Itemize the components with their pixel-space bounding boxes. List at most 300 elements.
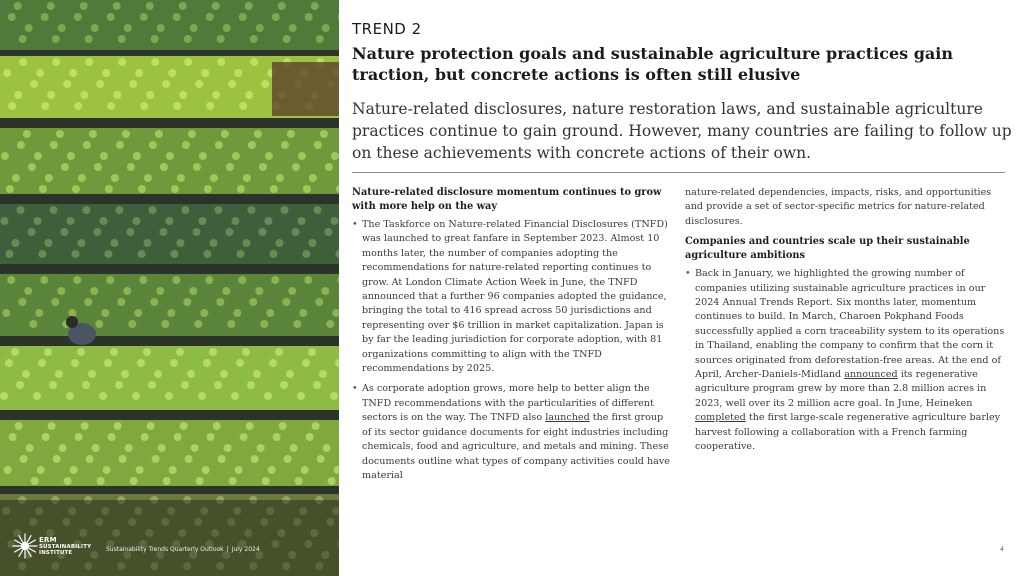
lettuce-plant bbox=[295, 433, 303, 441]
lettuce-plant bbox=[281, 141, 289, 149]
lettuce-plant bbox=[215, 141, 223, 149]
lettuce-plant bbox=[239, 13, 247, 21]
lettuce-plant bbox=[61, 141, 69, 149]
lettuce-plant bbox=[78, 174, 86, 182]
lettuce-plant bbox=[287, 174, 295, 182]
lettuce-plant bbox=[292, 141, 300, 149]
lettuce-plant bbox=[115, 228, 123, 236]
lettuce-plant bbox=[279, 444, 287, 452]
lettuce-plant bbox=[72, 163, 80, 171]
lettuce-plant bbox=[234, 24, 242, 32]
lettuce-plant bbox=[314, 185, 322, 193]
launched-link[interactable]: launched bbox=[545, 412, 590, 424]
trend-label: TREND 2 bbox=[352, 20, 422, 38]
lettuce-plant bbox=[188, 152, 196, 160]
lettuce-plant bbox=[176, 348, 184, 356]
lettuce-plant bbox=[14, 69, 22, 77]
lettuce-plant bbox=[275, 217, 283, 225]
lettuce-plant bbox=[90, 309, 98, 317]
lettuce-plant bbox=[158, 466, 166, 474]
lettuce-plant bbox=[236, 359, 244, 367]
lettuce-plant bbox=[58, 69, 66, 77]
lettuce-plant bbox=[121, 348, 129, 356]
lettuce-plant bbox=[67, 130, 75, 138]
lettuce-plant bbox=[325, 163, 333, 171]
lettuce-plant bbox=[201, 24, 209, 32]
lettuce-plant bbox=[276, 130, 284, 138]
lettuce-plant bbox=[220, 217, 228, 225]
lettuce-plant bbox=[68, 309, 76, 317]
lettuce-plant bbox=[14, 2, 22, 10]
lettuce-plant bbox=[149, 141, 157, 149]
lettuce-plant bbox=[323, 422, 331, 430]
lettuce-plant bbox=[78, 152, 86, 160]
lettuce-plant bbox=[291, 359, 299, 367]
lettuce-plant bbox=[162, 13, 170, 21]
lettuce-plant bbox=[299, 309, 307, 317]
lettuce-plant bbox=[33, 370, 41, 378]
lettuce-plant bbox=[220, 348, 228, 356]
lettuce-plant bbox=[63, 102, 71, 110]
lettuce-plant bbox=[58, 24, 66, 32]
lettuce-plant bbox=[275, 239, 283, 247]
lettuce-plant bbox=[8, 58, 16, 66]
lettuce-plant bbox=[31, 433, 39, 441]
lettuce-plant bbox=[93, 250, 101, 258]
lettuce-plant bbox=[320, 174, 328, 182]
lettuce-plant bbox=[121, 370, 129, 378]
lettuce-plant bbox=[160, 163, 168, 171]
lettuce-plant bbox=[223, 69, 231, 77]
lettuce-plant bbox=[30, 35, 38, 43]
lettuce-plant bbox=[288, 287, 296, 295]
lettuce-plant bbox=[168, 69, 176, 77]
lettuce-plant bbox=[192, 359, 200, 367]
lettuce-plant bbox=[0, 217, 8, 225]
lettuce-plant bbox=[6, 141, 14, 149]
lettuce-plant bbox=[304, 298, 312, 306]
lettuce-plant bbox=[132, 348, 140, 356]
lettuce-plant bbox=[214, 250, 222, 258]
lettuce-plant bbox=[49, 228, 57, 236]
lettuce-plant bbox=[137, 228, 145, 236]
lettuce-plant bbox=[93, 359, 101, 367]
lettuce-plant bbox=[115, 206, 123, 214]
lettuce-plant bbox=[202, 422, 210, 430]
lettuce-plant bbox=[150, 276, 158, 284]
lettuce-plant bbox=[308, 239, 316, 247]
lettuce-plant bbox=[231, 392, 239, 400]
lettuce-plant bbox=[91, 2, 99, 10]
lettuce-plant bbox=[139, 320, 147, 328]
lettuce-plant bbox=[297, 348, 305, 356]
lettuce-plant bbox=[280, 381, 288, 389]
publication-title: Sustainability Trends Quarterly Outlook bbox=[106, 546, 224, 553]
lettuce-plant bbox=[115, 359, 123, 367]
lettuce-plant bbox=[183, 276, 191, 284]
lettuce-plant bbox=[319, 392, 327, 400]
lettuce-plant bbox=[301, 444, 309, 452]
lettuce-plant bbox=[236, 206, 244, 214]
lettuce-plant bbox=[105, 141, 113, 149]
lettuce-plant bbox=[35, 287, 43, 295]
lettuce-plant bbox=[132, 370, 140, 378]
lettuce-plant bbox=[99, 370, 107, 378]
lettuce-plant bbox=[294, 13, 302, 21]
lettuce-plant bbox=[308, 348, 316, 356]
lettuce-plant bbox=[36, 69, 44, 77]
lettuce-plant bbox=[268, 422, 276, 430]
lettuce-plant bbox=[297, 217, 305, 225]
lettuce-plant bbox=[240, 455, 248, 463]
lettuce-plant bbox=[45, 152, 53, 160]
lettuce-plant bbox=[140, 13, 148, 21]
lettuce-plant bbox=[220, 239, 228, 247]
lettuce-plant bbox=[28, 185, 36, 193]
lettuce-plant bbox=[145, 309, 153, 317]
lettuce-plant bbox=[217, 35, 225, 43]
lettuce-plant bbox=[192, 206, 200, 214]
lettuce-plant bbox=[95, 320, 103, 328]
lettuce-plant bbox=[138, 185, 146, 193]
lettuce-plant bbox=[224, 422, 232, 430]
lettuce-plant bbox=[53, 477, 61, 485]
lettuce-plant bbox=[14, 91, 22, 99]
lettuce-plant bbox=[49, 381, 57, 389]
lettuce-plant bbox=[30, 102, 38, 110]
lettuce-plant bbox=[183, 298, 191, 306]
lettuce-plant bbox=[254, 152, 262, 160]
lettuce-plant bbox=[11, 239, 19, 247]
lettuce-plant bbox=[84, 298, 92, 306]
lettuce-plant bbox=[148, 359, 156, 367]
lettuce-plant bbox=[136, 422, 144, 430]
lettuce-plant bbox=[56, 152, 64, 160]
lettuce-plant bbox=[194, 298, 202, 306]
lettuce-plant bbox=[99, 348, 107, 356]
lettuce-plant bbox=[129, 102, 137, 110]
lettuce-plant bbox=[182, 163, 190, 171]
logo-wordmark bbox=[39, 536, 91, 556]
lettuce-plant bbox=[138, 141, 146, 149]
lettuce-plant bbox=[0, 348, 8, 356]
lettuce-plant bbox=[121, 217, 129, 225]
lettuce-plant bbox=[62, 298, 70, 306]
bullet-text: its regenerative agriculture program grew by more than 2.8 million acres in 2023, well over its 2 million acre goal. In June, Heineken bbox=[695, 369, 987, 409]
lettuce-plant bbox=[221, 174, 229, 182]
lettuce-plant bbox=[1, 174, 9, 182]
lettuce-plant bbox=[265, 174, 273, 182]
lettuce-plant bbox=[64, 455, 72, 463]
lettuce-plant bbox=[3, 91, 11, 99]
lettuce-plant bbox=[135, 91, 143, 99]
lettuce-plant bbox=[277, 287, 285, 295]
lettuce-plant bbox=[330, 370, 338, 378]
lettuce-plant bbox=[250, 13, 258, 21]
lettuce-plant bbox=[69, 24, 77, 32]
lettuce-plant bbox=[52, 13, 60, 21]
lettuce-plant bbox=[129, 80, 137, 88]
lettuce-plant bbox=[179, 69, 187, 77]
lettuce-plant bbox=[88, 392, 96, 400]
lettuce-plant bbox=[242, 392, 250, 400]
lettuce-plant bbox=[206, 58, 214, 66]
lettuce-plant bbox=[70, 444, 78, 452]
lettuce-plant bbox=[66, 392, 74, 400]
lettuce-plant bbox=[30, 80, 38, 88]
lettuce-plant bbox=[184, 80, 192, 88]
lettuce-plant bbox=[201, 2, 209, 10]
lettuce-plant bbox=[22, 217, 30, 225]
lettuce-plant bbox=[55, 348, 63, 356]
lettuce-plant bbox=[123, 287, 131, 295]
lettuce-plant bbox=[12, 130, 20, 138]
lettuce-plant bbox=[5, 228, 13, 236]
lettuce-plant bbox=[27, 228, 35, 236]
lettuce-plant bbox=[19, 35, 27, 43]
lettuce-plant bbox=[306, 455, 314, 463]
lettuce-plant bbox=[91, 69, 99, 77]
lettuce-plant bbox=[8, 35, 16, 43]
lettuce-plant bbox=[324, 359, 332, 367]
lettuce-plant bbox=[85, 80, 93, 88]
lettuce-plant bbox=[97, 477, 105, 485]
lettuce-plant bbox=[298, 152, 306, 160]
lettuce-plant bbox=[4, 444, 12, 452]
lettuce-plant bbox=[83, 141, 91, 149]
lettuce-plant bbox=[191, 422, 199, 430]
lettuce-plant bbox=[308, 217, 316, 225]
lettuce-plant bbox=[243, 174, 251, 182]
lettuce-plant bbox=[281, 185, 289, 193]
lettuce-plant bbox=[193, 163, 201, 171]
lettuce-plant bbox=[253, 239, 261, 247]
lettuce-plant bbox=[151, 80, 159, 88]
lettuce-plant bbox=[231, 370, 239, 378]
lettuce-plant bbox=[209, 370, 217, 378]
lettuce-plant bbox=[83, 185, 91, 193]
lettuce-plant bbox=[116, 163, 124, 171]
lettuce-plant bbox=[195, 13, 203, 21]
lettuce-plant bbox=[129, 13, 137, 21]
lettuce-plant bbox=[271, 298, 279, 306]
lettuce-plant bbox=[133, 152, 141, 160]
lettuce-plant bbox=[128, 298, 136, 306]
lettuce-plant bbox=[190, 91, 198, 99]
lettuce-plant bbox=[201, 91, 209, 99]
lettuce-plant bbox=[242, 217, 250, 225]
lettuce-plant bbox=[39, 163, 47, 171]
lettuce-plant bbox=[39, 185, 47, 193]
lettuce-plant bbox=[172, 276, 180, 284]
lettuce-plant bbox=[158, 422, 166, 430]
lettuce-plant bbox=[315, 298, 323, 306]
lettuce-plant bbox=[139, 276, 147, 284]
lettuce-plant bbox=[40, 320, 48, 328]
red-lettuce-patch bbox=[272, 62, 339, 116]
lettuce-plant bbox=[157, 69, 165, 77]
lettuce-plant bbox=[187, 217, 195, 225]
lettuce-plant bbox=[204, 163, 212, 171]
lettuce-plant bbox=[309, 130, 317, 138]
lettuce-plant bbox=[148, 206, 156, 214]
lettuce-plant bbox=[261, 58, 269, 66]
lettuce-plant bbox=[174, 477, 182, 485]
lettuce-plant bbox=[292, 185, 300, 193]
lettuce-plant bbox=[291, 250, 299, 258]
lettuce-plant bbox=[173, 35, 181, 43]
lettuce-plant bbox=[203, 206, 211, 214]
lettuce-plant bbox=[130, 455, 138, 463]
lettuce-plant bbox=[189, 287, 197, 295]
lettuce-plant bbox=[284, 433, 292, 441]
lettuce-plant bbox=[26, 444, 34, 452]
lettuce-plant bbox=[48, 466, 56, 474]
lettuce-plant bbox=[310, 309, 318, 317]
lettuce-plant bbox=[119, 477, 127, 485]
lettuce-plant bbox=[322, 24, 330, 32]
lettuce-plant bbox=[122, 174, 130, 182]
lettuce-plant bbox=[209, 239, 217, 247]
lettuce-plant bbox=[141, 433, 149, 441]
lettuce-plant bbox=[327, 35, 335, 43]
lettuce-plant bbox=[311, 2, 319, 10]
announced-link[interactable]: announced bbox=[844, 369, 898, 381]
lettuce-plant bbox=[42, 433, 50, 441]
lettuce-plant bbox=[212, 2, 220, 10]
lettuce-plant bbox=[198, 348, 206, 356]
lettuce-plant bbox=[28, 141, 36, 149]
lettuce-plant bbox=[310, 287, 318, 295]
lettuce-plant bbox=[59, 422, 67, 430]
lettuce-plant bbox=[96, 58, 104, 66]
bullet-tnfd-adoption: • The Taskforce on Nature-related Financial Disclosures (TNFD) was launched to great fanfare in September 2023. Almost 10 months later, the number of companies adopting the recommendations for nature-related reporting continues to grow. At London Climate Action Week in June, the TNFD announced that a further 96 companies adopted the guidance, bringing the total to 416 spread across 50 jurisdictions and representing over $6 trillion in market capitalization. Japan is by far the leading jurisdiction for corporate adoption, with 81 organizations committing to align with the TNFD recommendations by 2025. bbox=[352, 218, 672, 376]
lettuce-plant bbox=[146, 24, 154, 32]
lettuce-plant bbox=[82, 250, 90, 258]
lettuce-plant bbox=[107, 80, 115, 88]
lettuce-plant bbox=[209, 217, 217, 225]
lettuce-plant bbox=[61, 185, 69, 193]
lettuce-plant bbox=[202, 466, 210, 474]
lettuce-plant bbox=[0, 392, 8, 400]
lettuce-plant bbox=[126, 206, 134, 214]
lettuce-plant bbox=[75, 433, 83, 441]
lettuce-plant bbox=[228, 35, 236, 43]
lettuce-plant bbox=[162, 102, 170, 110]
lettuce-plant bbox=[250, 80, 258, 88]
lettuce-plant bbox=[312, 444, 320, 452]
lettuce-plant bbox=[74, 13, 82, 21]
completed-link[interactable]: completed bbox=[695, 412, 746, 424]
lettuce-plant bbox=[302, 250, 310, 258]
lettuce-plant bbox=[176, 370, 184, 378]
lettuce-plant bbox=[124, 24, 132, 32]
lettuce-plant bbox=[253, 392, 261, 400]
lettuce-plant bbox=[9, 455, 17, 463]
lettuce-plant bbox=[262, 477, 270, 485]
lettuce-plant bbox=[259, 185, 267, 193]
lettuce-plant bbox=[251, 477, 259, 485]
lettuce-plant bbox=[170, 381, 178, 389]
lettuce-plant bbox=[134, 309, 142, 317]
lettuce-plant bbox=[108, 455, 116, 463]
lettuce-plant bbox=[193, 185, 201, 193]
lettuce-plant bbox=[309, 174, 317, 182]
lettuce-plant bbox=[228, 102, 236, 110]
lettuce-plant bbox=[155, 174, 163, 182]
lettuce-plant bbox=[39, 141, 47, 149]
lettuce-plant bbox=[162, 80, 170, 88]
lettuce-plant bbox=[77, 370, 85, 378]
lettuce-plant bbox=[33, 348, 41, 356]
lettuce-plant bbox=[60, 228, 68, 236]
lettuce-plant bbox=[152, 433, 160, 441]
logo-line-sustainability: SUSTAINABILITY bbox=[39, 544, 92, 550]
lettuce-plant bbox=[18, 276, 26, 284]
lettuce-plant bbox=[155, 130, 163, 138]
lettuce-plant bbox=[40, 276, 48, 284]
lettuce-plant bbox=[236, 228, 244, 236]
lettuce-plant bbox=[159, 206, 167, 214]
lettuce-plant bbox=[240, 477, 248, 485]
lettuce-plant bbox=[193, 141, 201, 149]
lettuce-plant bbox=[41, 58, 49, 66]
lettuce-plant bbox=[258, 381, 266, 389]
lettuce-plant bbox=[326, 298, 334, 306]
lettuce-plant bbox=[42, 455, 50, 463]
lettuce-plant bbox=[311, 24, 319, 32]
lettuce-plant bbox=[89, 174, 97, 182]
lettuce-plant bbox=[55, 239, 63, 247]
lettuce-plant bbox=[213, 422, 221, 430]
lettuce-plant bbox=[78, 130, 86, 138]
lettuce-plant bbox=[159, 250, 167, 258]
lettuce-plant bbox=[254, 130, 262, 138]
lettuce-plant bbox=[286, 392, 294, 400]
lettuce-plant bbox=[223, 2, 231, 10]
lettuce-plant bbox=[200, 309, 208, 317]
lettuce-plant bbox=[216, 298, 224, 306]
lettuce-plant bbox=[275, 392, 283, 400]
lettuce-plant bbox=[91, 24, 99, 32]
lettuce-plant bbox=[30, 58, 38, 66]
lettuce-plant bbox=[113, 2, 121, 10]
lettuce-plant bbox=[308, 392, 316, 400]
section-divider bbox=[352, 172, 1005, 173]
lettuce-plant bbox=[68, 287, 76, 295]
lettuce-plant bbox=[302, 206, 310, 214]
lettuce-plant bbox=[221, 152, 229, 160]
lettuce-plant bbox=[317, 433, 325, 441]
lettuce-plant bbox=[170, 250, 178, 258]
lettuce-plant bbox=[198, 370, 206, 378]
lettuce-plant bbox=[234, 91, 242, 99]
lettuce-plant bbox=[258, 206, 266, 214]
lettuce-plant bbox=[291, 228, 299, 236]
lettuce-plant bbox=[203, 359, 211, 367]
lettuce-plant bbox=[218, 477, 226, 485]
lettuce-plant bbox=[166, 174, 174, 182]
lettuce-plant bbox=[82, 206, 90, 214]
lettuce-plant bbox=[107, 35, 115, 43]
lettuce-plant bbox=[264, 217, 272, 225]
lettuce-plant bbox=[177, 152, 185, 160]
lettuce-plant bbox=[331, 174, 339, 182]
lettuce-plant bbox=[30, 13, 38, 21]
lettuce-plant bbox=[302, 228, 310, 236]
lettuce-plant bbox=[264, 239, 272, 247]
lettuce-plant bbox=[298, 174, 306, 182]
